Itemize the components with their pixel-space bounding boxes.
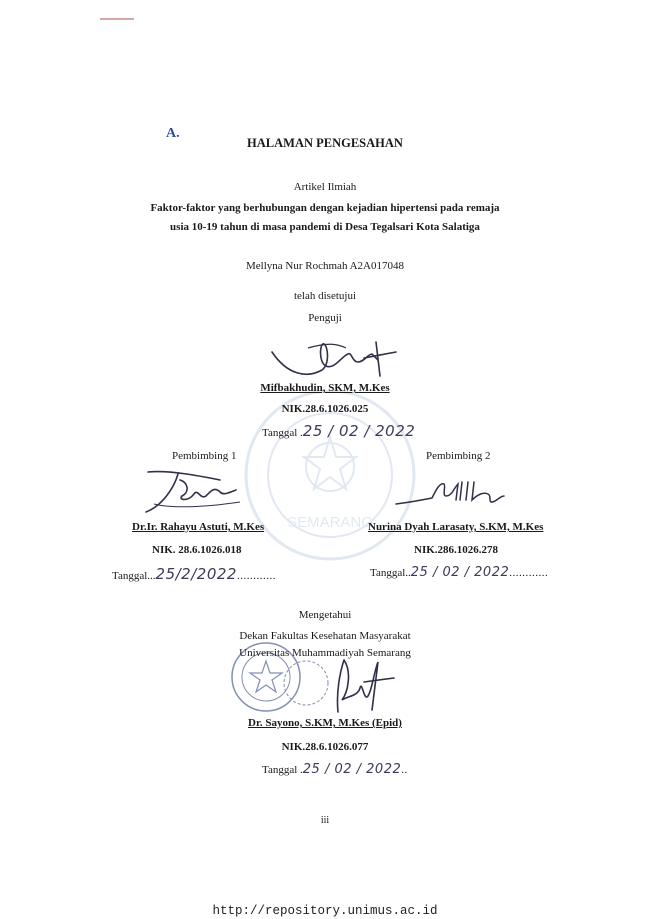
- dean-date-dots: ..: [401, 764, 408, 776]
- top-edge-mark: [100, 18, 134, 20]
- pembimbing2-date-dots: ............: [509, 567, 549, 579]
- author-name: Mellyna Nur Rochmah A2A017048: [246, 260, 404, 272]
- watermark-text: SEMARANG: [287, 514, 373, 531]
- pembimbing2-name: Nurina Dyah Larasaty, S.KM, M.Kes: [368, 521, 544, 533]
- pembimbing1-date-dots: ............: [236, 570, 276, 582]
- penguji-name: Mifbakhudin, SKM, M.Kes: [260, 382, 390, 394]
- penguji-date-label: Tanggal .: [262, 427, 303, 439]
- page-number: iii: [320, 815, 330, 826]
- pembimbing1-role: Pembimbing 1: [172, 450, 237, 462]
- article-title-line-2: usia 10-19 tahun di masa pandemi di Desa Tegalsari Kota Salatiga: [170, 221, 480, 233]
- pembimbing2-date-label: Tanggal..: [370, 567, 411, 579]
- dean-date-label: Tanggal .: [262, 764, 303, 776]
- dean-nik: NIK.28.6.1026.077: [281, 741, 369, 753]
- page-title: HALAMAN PENGESAHAN: [247, 136, 403, 150]
- approval-text: telah disetujui: [293, 290, 356, 302]
- penguji-nik: NIK.28.6.1026.025: [281, 403, 369, 415]
- mengetahui-label: Mengetahui: [298, 609, 352, 621]
- penguji-date: [262, 422, 415, 440]
- dean-date: [262, 762, 408, 777]
- pembimbing1-signature: [140, 466, 250, 518]
- pembimbing1-name: Dr.Ir. Rahayu Astuti, M.Kes: [132, 521, 265, 533]
- dean-signature: [318, 652, 398, 718]
- dean-date-handwritten: 25 / 02 / 2022: [302, 762, 402, 777]
- office-line-1: Dekan Fakultas Kesehatan Masyarakat: [239, 630, 411, 642]
- pembimbing1-nik: NIK. 28.6.1026.018: [152, 544, 242, 556]
- penguji-signature: [268, 332, 398, 382]
- pembimbing1-date-handwritten: 25/2/2022: [155, 565, 237, 583]
- penguji-date-handwritten: 25 / 02 / 2022: [302, 422, 416, 440]
- document-type: Artikel Ilmiah: [293, 181, 357, 193]
- article-title-line-1: Faktor-faktor yang berhubungan dengan kejadian hipertensi pada remaja: [150, 202, 500, 214]
- section-label: A.: [166, 126, 180, 141]
- office-line-2: Universitas Muhammadiyah Semarang: [239, 647, 411, 659]
- pembimbing2-date-handwritten: 25 / 02 / 2022: [410, 565, 510, 580]
- pembimbing2-nik: NIK.286.1026.278: [414, 544, 499, 556]
- pembimbing2-signature: [392, 470, 512, 515]
- footer-url: http://repository.unimus.ac.id: [212, 904, 438, 918]
- pembimbing1-date: [112, 565, 276, 583]
- pembimbing1-date-label: Tanggal...: [112, 570, 156, 582]
- dean-name: Dr. Sayono, S.KM, M.Kes (Epid): [248, 717, 402, 729]
- pembimbing2-role: Pembimbing 2: [426, 450, 491, 462]
- penguji-role: Penguji: [308, 312, 342, 324]
- pembimbing2-date: [370, 565, 548, 580]
